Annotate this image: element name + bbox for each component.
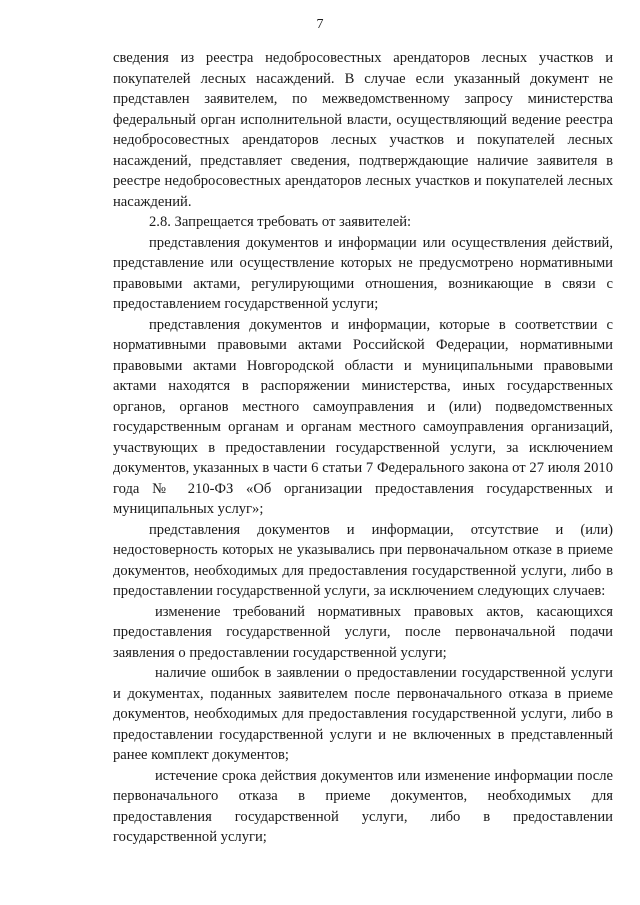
page-number: 7	[316, 17, 324, 32]
document-body	[113, 48, 613, 848]
list-item-requirements-change: изменение требований нормативных правовых актов, касающихся предоставления государственной услуги, после первоначальной подачи заявления о предоставлении государственной услуги;	[113, 603, 613, 661]
paragraph-registry-info: сведения из реестра недобросовестных арендаторов лесных участков и покупателей лесных насаждений. В случае если указанный документ не представлен заявителем, по межведомственному запросу министерства федеральный орган исполнительной власти, осуществляющий ведение реестра недобросовестных арендаторов лесных участков и покупателей лесных насаждений, представляет сведения, подтверждающие наличие заявителя в реестре недобросовестных арендаторов лесных участков и покупателей лесных насаждений.	[113, 50, 613, 210]
paragraph-prohibited-missing-documents: представления документов и информации, отсутствие и (или) недостоверность которых не указывались при первоначальном отказе в приеме документов, необходимых для предоставления государственной услуги, либо в предоставлении государственной услуги, за исключением следующих случаев:	[113, 521, 613, 599]
paragraph-prohibited-documents: представления документов и информации или осуществления действий, представление или осуществление которых не предусмотрено нормативными правовыми актами, регулирующими отношения, возникающие в связи с предоставлением государственной услуги;	[113, 234, 613, 312]
list-item-application-errors: наличие ошибок в заявлении о предоставлении государственной услуги и документах, поданных заявителем после первоначального отказа в приеме документов, необходимых для предоставления государственной услуги, либо в предоставлении государственной услуги и не включенных в представленный ранее комплект документов;	[113, 665, 613, 763]
list-item-document-expiry: истечение срока действия документов или изменение информации после первоначального отказа в приеме документов, необходимых для предоставления государственной услуги, либо в предоставлении государственной услуги;	[113, 767, 613, 845]
section-heading-2-8: 2.8. Запрещается требовать от заявителей:	[149, 214, 412, 230]
paragraph-prohibited-interagency-documents: представления документов и информации, которые в соответствии с нормативными правовыми актами Российской Федерации, нормативными правовыми актами Новгородской области и муниципальными правовыми актами находятся в распоряжении министерства, иных государственных органов, органов местного самоуправления и (или) подведомственных государственным органам и органам местного самоуправления организаций, участвующих в предоставлении государственной услуги, за исключением документов, указанных в части 6 статьи 7 Федерального закона от 27 июля 2010 года № 210-ФЗ «Об организации предоставления государственных и муниципальных услуг»;	[113, 316, 613, 517]
